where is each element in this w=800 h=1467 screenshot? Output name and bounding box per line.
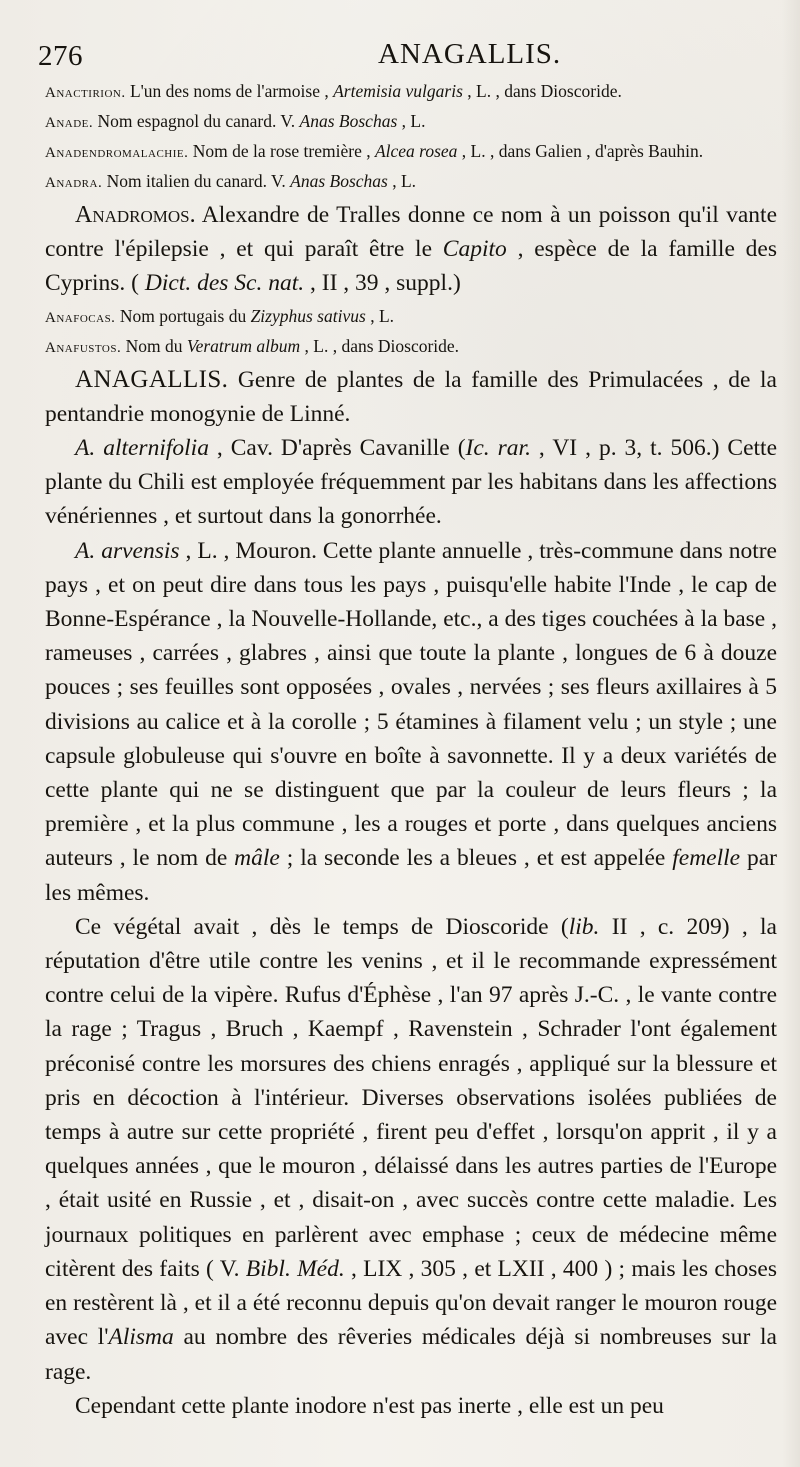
lemma-anadra: Anadra. [45, 175, 103, 191]
entry-anagallis [45, 363, 777, 431]
entry-anactirion [45, 78, 777, 106]
reference-title: Ic. rar. [465, 435, 531, 462]
lemma-anagallis: ANAGALLIS. [75, 365, 229, 393]
entry-text: , L. [387, 171, 417, 191]
species-name: A. alternifolia [75, 435, 209, 462]
entry-anafocas [45, 303, 777, 331]
entry-text: , espèce de la famille des Cyprins. ( [45, 236, 777, 297]
dictionary-text [45, 78, 777, 1423]
entry-text: , L. [397, 111, 426, 131]
entry-alternifolia [45, 431, 777, 534]
entry-text: , L. [365, 305, 395, 326]
entry-text: , Cav. D'après Cavanille ( [208, 435, 466, 462]
running-title: ANAGALLIS. [378, 38, 562, 70]
entry-text: , L. , Mouron. Cette plante annuelle , très-commune dans notre pays , et on peut dire dans tous les pays , puisqu'elle habite l'Inde , le cap de Bonne-Espérance , la Nouvelle-Hollande, etc., a des tiges couchées à la base , rameuses , carrées , glabres , ainsi que toute la plante , longues de 6 à douze pouces ; ses feuilles sont opposées , ovales , nervées ; ses fleurs axillaires à 5 divisions au calice et à la corolle ; 5 étamines à filament velu ; un style ; une capsule globuleuse qui s'ouvre en boîte à savonnette. Il y a deux variétés de cette plante qui ne se distinguent que par la couleur de leurs fleurs ; la première , et la plus commune , les a rouges et porte , dans quelques anciens auteurs , le nom de [45, 537, 777, 872]
page-header [38, 34, 778, 74]
entry-text: , L. , dans Dioscoride. [462, 81, 622, 101]
emphasis-term: mâle [234, 845, 280, 872]
entry-anadendromalachie [45, 138, 777, 166]
lemma-anade: Anade. [45, 115, 94, 131]
entry-anadra [45, 168, 777, 196]
entry-anadromos [45, 198, 777, 301]
entry-text: , L. , dans Galien , d'après Bauhin. [457, 141, 704, 161]
entry-history [45, 910, 777, 1389]
lemma-anafocas: Anafocas. [45, 309, 116, 326]
reference-abbrev: lib. [568, 913, 600, 940]
latin-name: Anas Boschas [299, 111, 398, 131]
lemma-anactirion: Anactirion. [45, 85, 126, 101]
entry-final-line [45, 1389, 777, 1423]
entry-text: , II , 39 , suppl.) [304, 270, 461, 297]
page-number: 276 [38, 40, 83, 72]
page-edge-shadow [782, 0, 800, 1467]
reference-title: Dict. des Sc. nat. [144, 270, 305, 297]
emphasis-term: femelle [672, 845, 741, 872]
entry-text: II , c. 209) , la réputation d'être utile contre les venins , et il le recommande expressément contre celui de la vipère. Rufus d'Éphèse , l'an 97 après J.-C. , le vante contre la rage ; Tragus , Bruch , Kaempf , Ravenstein , Schrader l'ont également préconisé contre les morsures des chiens enragés , appliqué sur la blessure et pris en décoction à l'intérieur. Diverses observations isolées publiées de temps à autre sur cette propriété , firent peu d'effet , lorsqu'on apprit , il y a quelques années , que le mouron , délaissé dans les autres parties de l'Europe , était usité en Russie , et , disait-on , avec succès contre cette maladie. Les journaux politiques en parlèrent avec emphase ; ceux de médecine même citèrent des faits ( V. [45, 913, 777, 1282]
entry-text: Nom italien du canard. V. [102, 171, 291, 191]
entry-anade [45, 108, 777, 136]
latin-name: Zizyphus sativus [250, 305, 366, 326]
lemma-anadromos: Anadromos. [75, 202, 196, 228]
entry-text: Alexandre de Tralles donne ce nom à un poisson qu'il vante contre l'épilepsie , et qui paraît être le [45, 202, 777, 263]
entry-text: , L. , dans Dioscoride. [300, 335, 460, 356]
entry-text: au nombre des rêveries médicales déjà si nombreuses sur la rage. [45, 1324, 777, 1385]
entry-text: Nom de la rose tremière , [188, 141, 375, 161]
latin-name: Veratrum album [186, 335, 301, 356]
entry-arvensis [45, 534, 777, 910]
latin-name: Anas Boschas [290, 171, 388, 191]
reference-title: Bibl. Méd. [245, 1255, 345, 1282]
lemma-anafustos: Anafustos. [45, 339, 122, 356]
species-name: A. arvensis [75, 537, 180, 564]
entry-text: Genre de plantes de la famille des Primulacées , de la pentandrie monogynie de Linné. [45, 366, 777, 427]
entry-anafustos [45, 333, 777, 361]
entry-text: Nom espagnol du canard. V. [93, 111, 300, 131]
entry-text: par les mêmes. [45, 845, 778, 906]
entry-text: Cependant cette plante inodore n'est pas inerte , elle est un peu [75, 1392, 664, 1419]
entry-text: Nom du [121, 335, 187, 356]
lemma-anadendromalachie: Anadendromalachie. [45, 145, 189, 161]
entry-text: , LIX , 305 , et LXII , 400 ) ; mais les choses en restèrent là , et il a été reconnu depuis qu'on devait ranger le mouron rouge avec l' [45, 1255, 777, 1351]
entry-text: , VI , p. 3, t. 506.) Cette plante du Chili est employée fréquemment par les habitans dans les affections vénériennes , et surtout dans la gonorrhée. [45, 435, 777, 530]
latin-name: Artemisia vulgaris [333, 81, 463, 101]
entry-text: Nom portugais du [115, 305, 251, 326]
entry-text: L'un des noms de l'armoise , [125, 81, 334, 101]
entry-text: ; la seconde les a bleues , et est appelée [279, 845, 673, 872]
latin-name: Alcea rosea [374, 141, 458, 161]
genus-name: Capito [442, 236, 507, 263]
genus-name: Alisma [108, 1324, 174, 1351]
entry-text: Ce végétal avait , dès le temps de Dioscoride ( [75, 913, 569, 940]
